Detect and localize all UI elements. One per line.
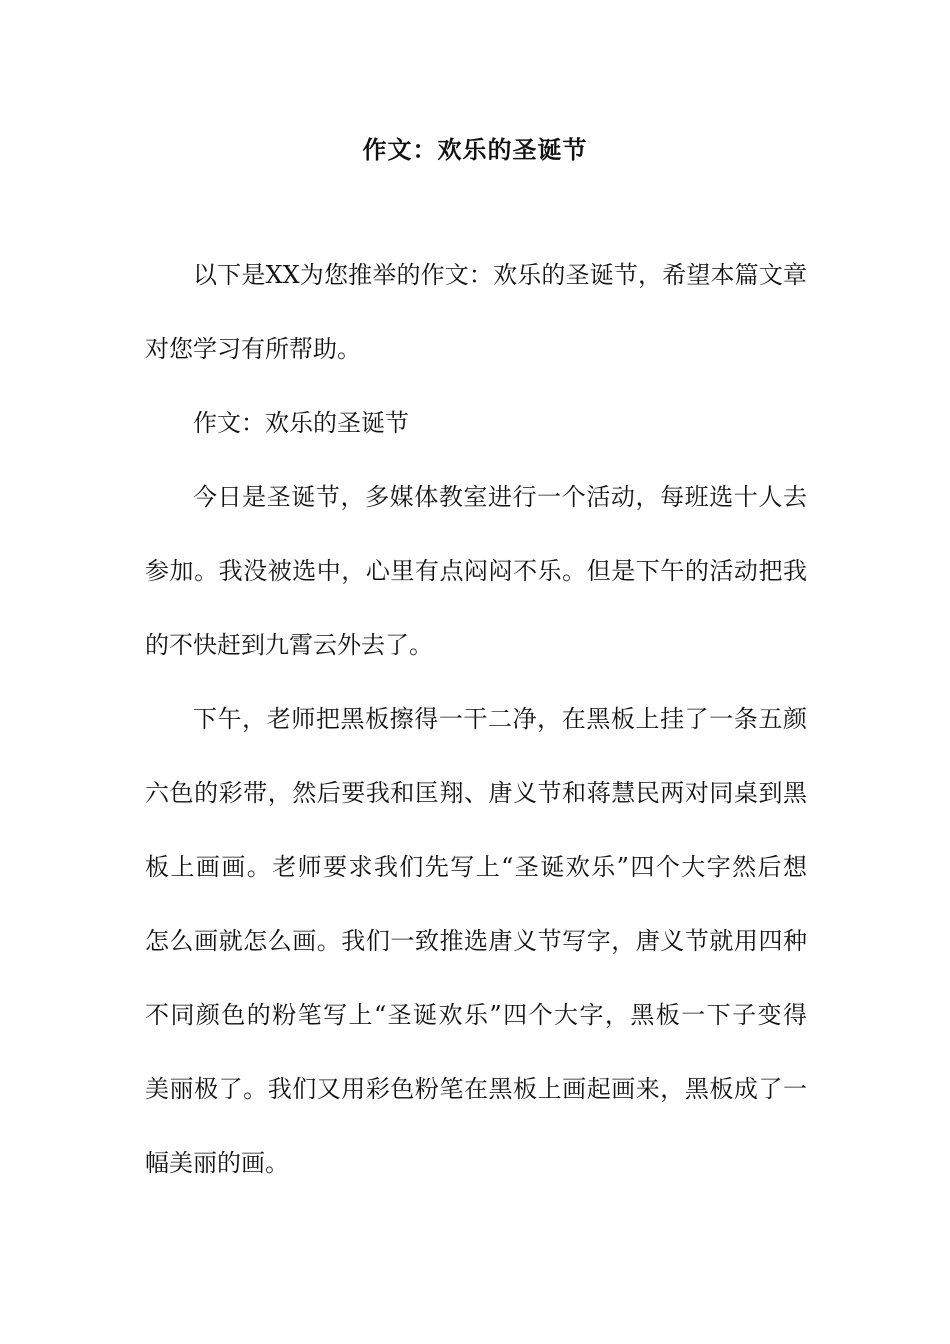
text-line: 以下是XX为您推举的作文：欢乐的圣诞节，希望本篇文章 [193,261,807,289]
text-line: 今日是圣诞节，多媒体教室进行一个活动，每班选十人去 [193,483,807,511]
text-line: 幅美丽的画。 [145,1149,289,1177]
text-line: 参加。我没被选中，心里有点闷闷不乐。但是下午的活动把我 [145,557,807,585]
text-line: 六色的彩带，然后要我和匡翔、唐义节和蒋慧民两对同桌到黑 [145,779,807,807]
document-title: 作文：欢乐的圣诞节 [362,135,588,164]
text-line: 美丽极了。我们又用彩色粉笔在黑板上画起画来，黑板成了一 [145,1075,807,1103]
text-line: 对您学习有所帮助。 [145,335,361,363]
text-line: 作文：欢乐的圣诞节 [193,409,409,437]
text-line: 的不快赶到九霄云外去了。 [145,631,433,659]
text-line: 怎么画就怎么画。我们一致推选唐义节写字，唐义节就用四种 [145,927,807,955]
document-body [145,238,807,1200]
text-line: 板上画画。老师要求我们先写上“圣诞欢乐”四个大字然后想 [145,853,807,881]
text-line: 下午，老师把黑板擦得一干二净，在黑板上挂了一条五颜 [193,705,807,733]
text-line: 不同颜色的粉笔写上“圣诞欢乐”四个大字，黑板一下子变得 [145,1001,807,1029]
